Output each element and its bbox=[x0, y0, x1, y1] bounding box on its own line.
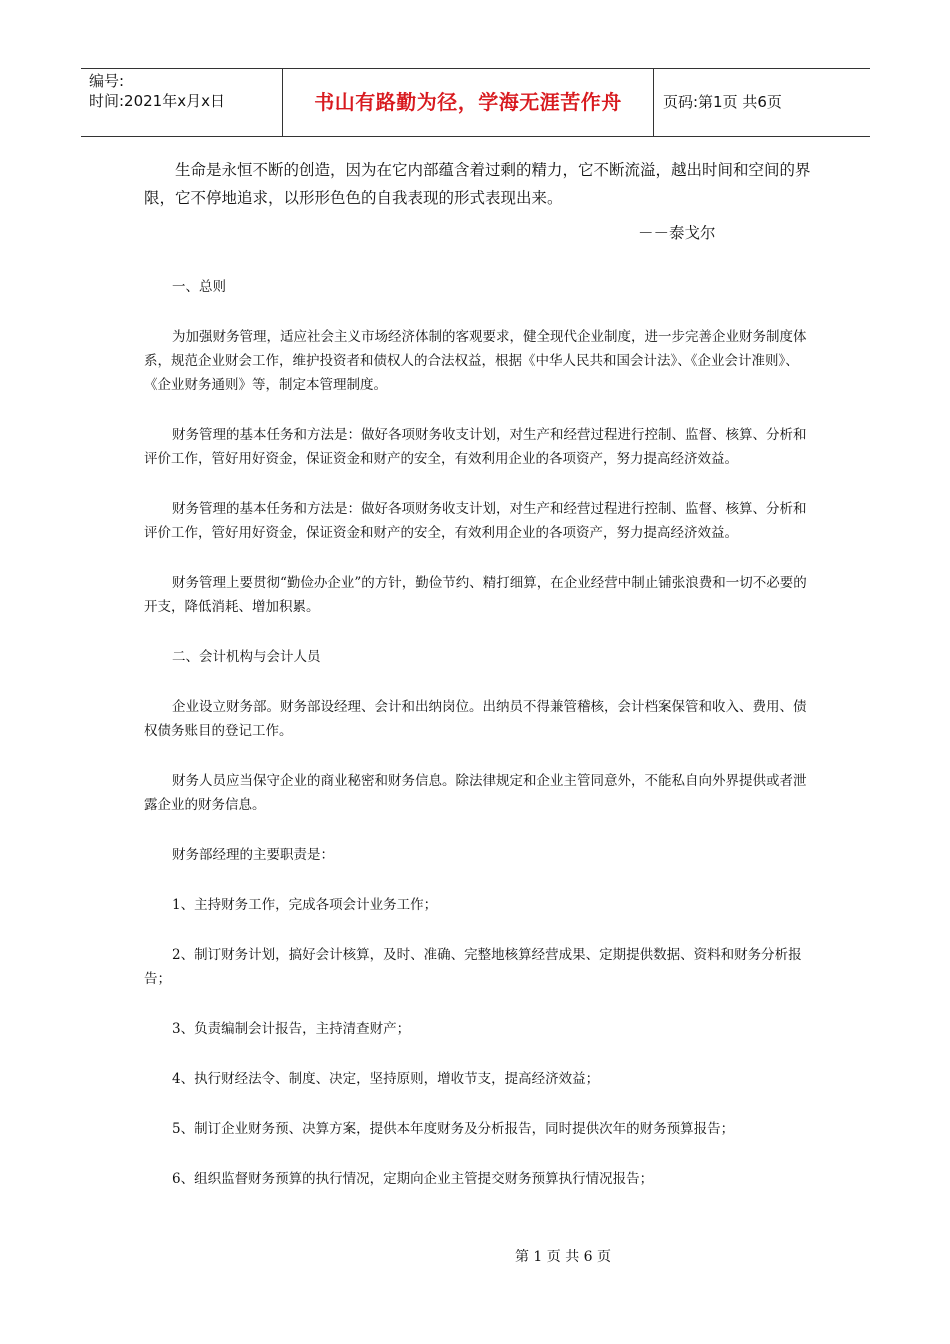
header-page-info: 页码:第1页 共6页 bbox=[663, 93, 782, 111]
section-heading: 一、总则 bbox=[172, 279, 226, 295]
opening-quote: 生命是永恒不断的创造，因为在它内部蕴含着过剩的精力，它不断流溢，越出时间和空间的界限，它不停地追求，以形形色色的自我表现的形式表现出来。 bbox=[144, 161, 811, 207]
header-motto: 书山有路勤为径，学海无涯苦作舟 bbox=[314, 90, 622, 114]
paragraph: 财务人员应当保守企业的商业秘密和财务信息。除法律规定和企业主管同意外，不能私自向外界提供或者泄露企业的财务信息。 bbox=[144, 773, 807, 813]
page-footer bbox=[0, 1246, 950, 1266]
paragraph: 财务管理的基本任务和方法是：做好各项财务收支计划，对生产和经营过程进行控制、监督、核算、分析和评价工作，管好用好资金，保证资金和财产的安全，有效利用企业的各项资产，努力提高经济效益。 bbox=[144, 501, 807, 541]
document-body bbox=[144, 156, 816, 1191]
paragraph: 财务管理的基本任务和方法是：做好各项财务收支计划，对生产和经营过程进行控制、监督、核算、分析和评价工作，管好用好资金，保证资金和财产的安全，有效利用企业的各项资产，努力提高经济效益。 bbox=[144, 427, 807, 467]
document-number-label: 编号: bbox=[89, 72, 125, 90]
paragraph: 财务部经理的主要职责是： bbox=[172, 847, 334, 863]
paragraph: 财务管理上要贯彻“勤俭办企业”的方针，勤俭节约、精打细算，在企业经营中制止铺张浪费和一切不必要的开支，降低消耗、增加积累。 bbox=[144, 575, 807, 615]
header-right-cell bbox=[653, 69, 870, 136]
list-item: 2、制订财务计划，搞好会计核算，及时、准确、完整地核算经营成果、定期提供数据、资料和财务分析报告； bbox=[144, 947, 802, 987]
list-item: 4、执行财经法令、制度、决定，坚持原则，增收节支，提高经济效益； bbox=[172, 1071, 600, 1087]
list-item: 5、制订企业财务预、决算方案，提供本年度财务及分析报告，同时提供次年的财务预算报告； bbox=[172, 1121, 735, 1137]
document-header bbox=[81, 68, 870, 137]
list-item: 3、负责编制会计报告，主持清查财产； bbox=[172, 1021, 411, 1037]
list-item: 6、组织监督财务预算的执行情况，定期向企业主管提交财务预算执行情况报告； bbox=[172, 1171, 654, 1187]
document-time-label: 时间:2021年x月x日 bbox=[89, 92, 225, 110]
quote-author: －－泰戈尔 bbox=[638, 224, 716, 242]
section-heading: 二、会计机构与会计人员 bbox=[172, 649, 321, 665]
list-item: 1、主持财务工作，完成各项会计业务工作； bbox=[172, 897, 438, 913]
paragraph: 企业设立财务部。财务部设经理、会计和出纳岗位。出纳员不得兼管稽核，会计档案保管和收入、费用、债权债务账目的登记工作。 bbox=[144, 699, 807, 739]
footer-page-number: 第 1 页 共 6 页 bbox=[514, 1249, 612, 1265]
header-middle-cell bbox=[282, 69, 654, 136]
paragraph: 为加强财务管理，适应社会主义市场经济体制的客观要求，健全现代企业制度，进一步完善企业财务制度体系，规范企业财会工作，维护投资者和债权人的合法权益，根据《中华人民共和国会计法》、《企业会计准则》、《企业财务通则》等，制定本管理制度。 bbox=[144, 329, 807, 393]
header-left-cell bbox=[81, 69, 281, 136]
